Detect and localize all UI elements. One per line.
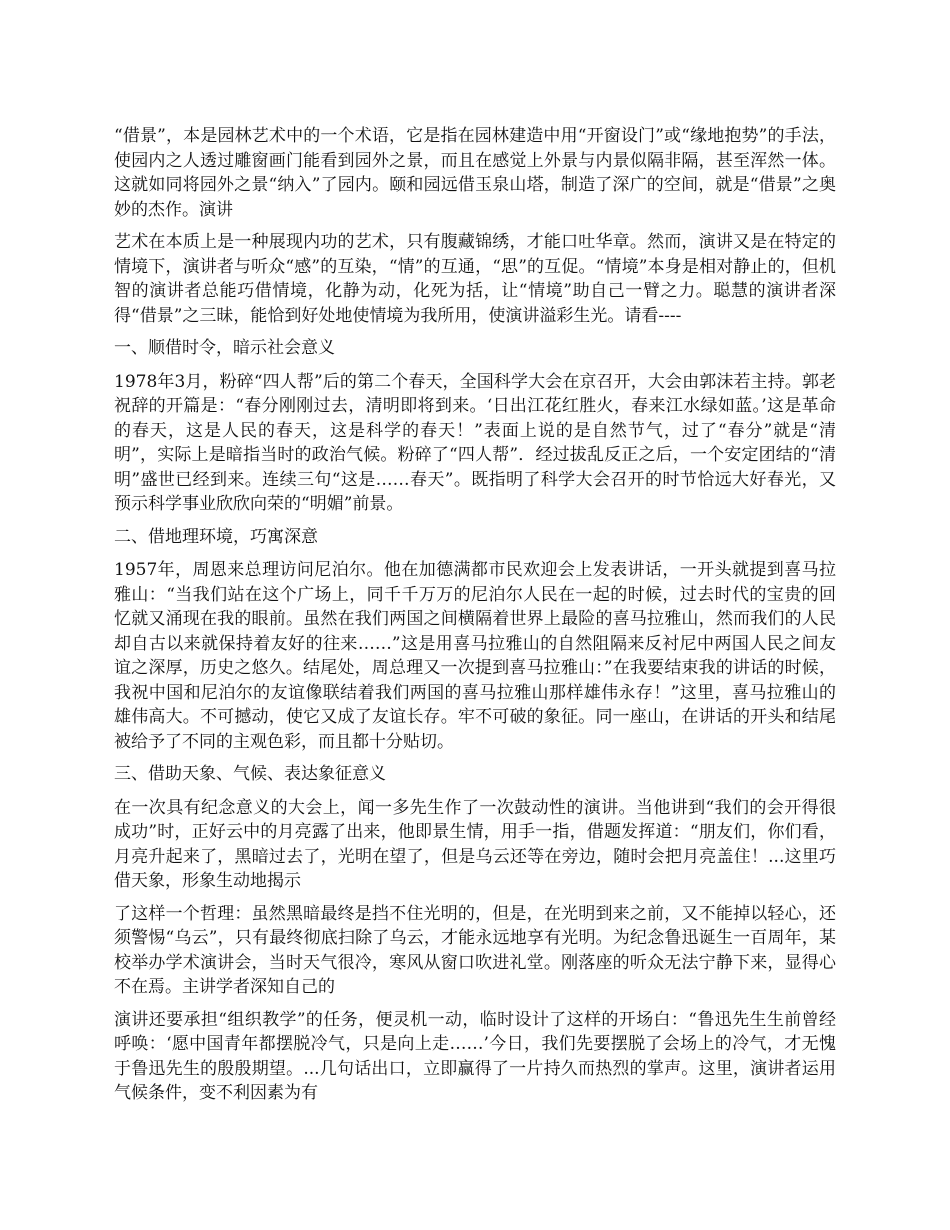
section-heading-1: 一、顺借时令，暗示社会意义	[114, 338, 335, 358]
paragraph-art: 艺术在本质上是一种展现内功的艺术，只有腹藏锦绣，才能口吐华章。然而，演讲又是在特定的情境下，演讲者与听众“感”的互染，“情”的互通，“思”的互促。“情境”本身是相对静止的，但机智的演讲者总能巧借情境，化静为动，化死为括，让“情境”助自己一臂之力。聪慧的演讲者深得“借景”之三昧，能恰到好处地使情境为我所用，使演讲溢彩生光。请看----	[114, 232, 836, 326]
paragraph-lu-xun: 演讲还要承担“组织教学”的任务，便灵机一动，临时设计了这样的开场白：“鲁迅先生生前曾经呼唤：‘愿中国青年都摆脱冷气，只是向上走……’今日，我们先要摆脱了会场上的冷气，才无愧于鲁迅先生的殷殷期望。...几句话出口，立即赢得了一片持久而热烈的掌声。这里，演讲者运用气候条件，变不利因素为有	[114, 1009, 836, 1103]
paragraph-intro: “借景”，本是园林艺术中的一个术语，它是指在园林建造中用“开窗设门”或“缘地抱势”的手法，使园内之人透过雕窗画门能看到园外之景，而且在感觉上外景与内景似隔非隔，甚至浑然一体。这就如同将园外之景“纳入”了园内。颐和园远借玉泉山塔，制造了深广的空间，就是“借景”之奥妙的杰作。演讲	[114, 126, 836, 220]
section-heading-3: 三、借助天象、气候、表达象征意义	[114, 764, 386, 784]
paragraph-philosophy: 了这样一个哲理：虽然黑暗最终是挡不住光明的，但是，在光明到来之前，又不能掉以轻心，还须警惕“乌云”，只有最终彻底扫除了乌云，才能永远地享有光明。为纪念鲁迅诞生一百周年，某校举办学术演讲会，当时天气很冷，寒风从窗口吹进礼堂。刚落座的听众无法宁静下来，显得心不在焉。主讲学者深知自己的	[114, 903, 836, 997]
paragraph-wen-yiduo: 在一次具有纪念意义的大会上，闻一多先生作了一次鼓动性的演讲。当他讲到“我们的会开得很成功”时，正好云中的月亮露了出来，他即景生情，用手一指，借题发挥道：“朋友们，你们看，月亮升起来了，黑暗过去了，光明在望了，但是乌云还等在旁边，随时会把月亮盖住！...这里巧借天象，形象生动地揭示	[114, 797, 836, 891]
paragraph-1978: 1978年3月，粉碎“四人帮”后的第二个春天，全国科学大会在京召开，大会由郭沫若主持。郭老祝辞的开篇是：“春分刚刚过去，清明即将到来。‘日出江花红胜火，春来江水绿如蓝。’这是革命的春天，这是人民的春天，这是科学的春天！”表面上说的是自然节气，过了“春分”就是“清明”，实际上是暗指当时的政治气候。粉碎了“四人帮”．经过拔乱反正之后，一个安定团结的“清明”盛世已经到来。连续三句“这是……春天”。既指明了科学大会召开的时节恰远大好春光，又预示科学事业欣欣向荣的“明媚”前景。	[114, 371, 836, 514]
document-body	[114, 124, 836, 1114]
paragraph-1957: 1957年，周恩来总理访问尼泊尔。他在加德满都市民欢迎会上发表讲话，一开头就提到喜马拉雅山：“当我们站在这个广场上，同千千万万的尼泊尔人民在一起的时候，过去时代的宝贵的回忆就又涌现在我的眼前。虽然在我们两国之间横隔着世界上最险的喜马拉雅山，然而我们的人民却自古以来就保持着友好的往来……”这是用喜马拉雅山的自然阻隔来反衬尼中两国人民之间友谊之深厚，历史之悠久。结尾处，周总理又一次提到喜马拉雅山：”在我要结束我的讲话的时候，我祝中国和尼泊尔的友谊像联结着我们两国的喜马拉雅山那样雄伟永存！”这里，喜马拉雅山的雄伟高大。不可撼动，使它又成了友谊长存。牢不可破的象征。同一座山，在讲话的开头和结尾被给予了不同的主观色彩，而且都十分贴切。	[114, 560, 836, 752]
section-heading-2: 二、借地理环境，巧寓深意	[114, 526, 318, 547]
